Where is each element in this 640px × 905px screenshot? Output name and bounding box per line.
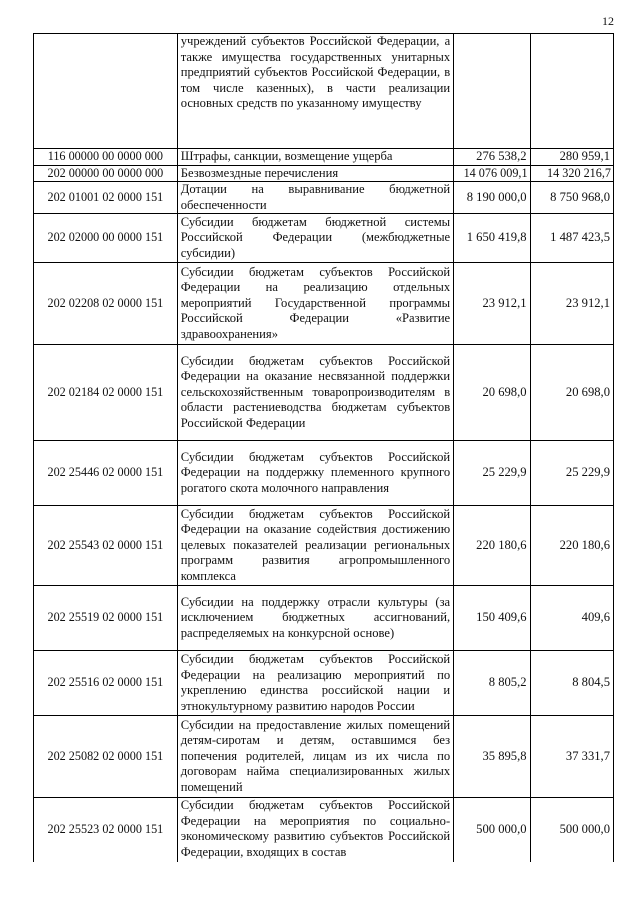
description-cell: Субсидии бюджетам бюджетной системы Российской Федерации (межбюджетные субсидии) xyxy=(177,214,453,263)
value-2-cell: 14 320 216,7 xyxy=(530,165,613,182)
description-cell: учреждений субъектов Российской Федерации, а также имущества государственных унитарных предприятий субъектов Российской Федерации, в том числе казенных), в части реализации основных средств по указанному имуществу xyxy=(177,34,453,149)
code-cell: 116 00000 00 0000 000 xyxy=(34,149,178,166)
code-cell: 202 02208 02 0000 151 xyxy=(34,263,178,345)
table-row xyxy=(34,149,614,166)
description-cell: Субсидии бюджетам субъектов Российской Федерации на поддержку племенного крупного рогатого скота молочного направления xyxy=(177,441,453,506)
code-cell: 202 01001 02 0000 151 xyxy=(34,182,178,214)
description-cell: Субсидии бюджетам субъектов Российской Федерации на мероприятия по социально-экономическому развитию субъектов Российской Федерации, входящих в состав xyxy=(177,798,453,862)
value-1-cell: 8 805,2 xyxy=(454,651,530,716)
value-1-cell: 8 190 000,0 xyxy=(454,182,530,214)
description-cell: Дотации на выравнивание бюджетной обеспеченности xyxy=(177,182,453,214)
value-2-cell: 280 959,1 xyxy=(530,149,613,166)
value-1-cell: 20 698,0 xyxy=(454,345,530,441)
table-row xyxy=(34,182,614,214)
value-2-cell: 23 912,1 xyxy=(530,263,613,345)
value-2-cell: 8 804,5 xyxy=(530,651,613,716)
description-cell: Безвозмездные перечисления xyxy=(177,165,453,182)
table-row xyxy=(34,214,614,263)
value-2-cell: 25 229,9 xyxy=(530,441,613,506)
value-1-cell xyxy=(454,34,530,149)
code-cell: 202 25516 02 0000 151 xyxy=(34,651,178,716)
value-2-cell: 500 000,0 xyxy=(530,798,613,862)
table-row xyxy=(34,798,614,862)
table-row xyxy=(34,345,614,441)
value-2-cell: 8 750 968,0 xyxy=(530,182,613,214)
description-cell: Субсидии бюджетам субъектов Российской Федерации на оказание содействия достижению целевых показателей реализации региональных программ развития агропромышленного комплекса xyxy=(177,506,453,586)
code-cell: 202 02000 00 0000 151 xyxy=(34,214,178,263)
description-cell: Штрафы, санкции, возмещение ущерба xyxy=(177,149,453,166)
table-row xyxy=(34,165,614,182)
description-cell: Субсидии бюджетам субъектов Российской Федерации на оказание несвязанной поддержки сельскохозяйственным товаропроизводителям в области растениеводства бюджетам субъектов Российской Федерации xyxy=(177,345,453,441)
value-2-cell: 1 487 423,5 xyxy=(530,214,613,263)
description-cell: Субсидии бюджетам субъектов Российской Федерации на реализацию мероприятий по укреплению единства российской нации и этнокультурному развитию народов России xyxy=(177,651,453,716)
value-1-cell: 500 000,0 xyxy=(454,798,530,862)
code-cell: 202 02184 02 0000 151 xyxy=(34,345,178,441)
value-1-cell: 150 409,6 xyxy=(454,586,530,651)
table-row xyxy=(34,441,614,506)
table-row xyxy=(34,716,614,798)
value-1-cell: 14 076 009,1 xyxy=(454,165,530,182)
table-row xyxy=(34,586,614,651)
value-1-cell: 1 650 419,8 xyxy=(454,214,530,263)
code-cell xyxy=(34,34,178,149)
table-row-continuation xyxy=(34,34,614,149)
description-cell: Субсидии бюджетам субъектов Российской Федерации на реализацию отдельных мероприятий Государственной программы Российской Федерации «Развитие здравоохранения» xyxy=(177,263,453,345)
value-1-cell: 23 912,1 xyxy=(454,263,530,345)
value-2-cell xyxy=(530,34,613,149)
value-1-cell: 276 538,2 xyxy=(454,149,530,166)
description-cell: Субсидии на предоставление жилых помещений детям-сиротам и детям, оставшимся без попечения родителей, лицам из их числа по договорам найма специализированных жилых помещений xyxy=(177,716,453,798)
description-cell: Субсидии на поддержку отрасли культуры (за исключением бюджетных ассигнований, распределяемых на конкурсной основе) xyxy=(177,586,453,651)
value-1-cell: 35 895,8 xyxy=(454,716,530,798)
value-2-cell: 20 698,0 xyxy=(530,345,613,441)
value-1-cell: 25 229,9 xyxy=(454,441,530,506)
value-2-cell: 220 180,6 xyxy=(530,506,613,586)
budget-revenue-table xyxy=(33,33,614,862)
code-cell: 202 25523 02 0000 151 xyxy=(34,798,178,862)
value-1-cell: 220 180,6 xyxy=(454,506,530,586)
page-number: 12 xyxy=(602,14,614,28)
code-cell: 202 00000 00 0000 000 xyxy=(34,165,178,182)
code-cell: 202 25446 02 0000 151 xyxy=(34,441,178,506)
code-cell: 202 25082 02 0000 151 xyxy=(34,716,178,798)
table-row xyxy=(34,263,614,345)
value-2-cell: 37 331,7 xyxy=(530,716,613,798)
code-cell: 202 25543 02 0000 151 xyxy=(34,506,178,586)
value-2-cell: 409,6 xyxy=(530,586,613,651)
table-row xyxy=(34,506,614,586)
table-row xyxy=(34,651,614,716)
code-cell: 202 25519 02 0000 151 xyxy=(34,586,178,651)
